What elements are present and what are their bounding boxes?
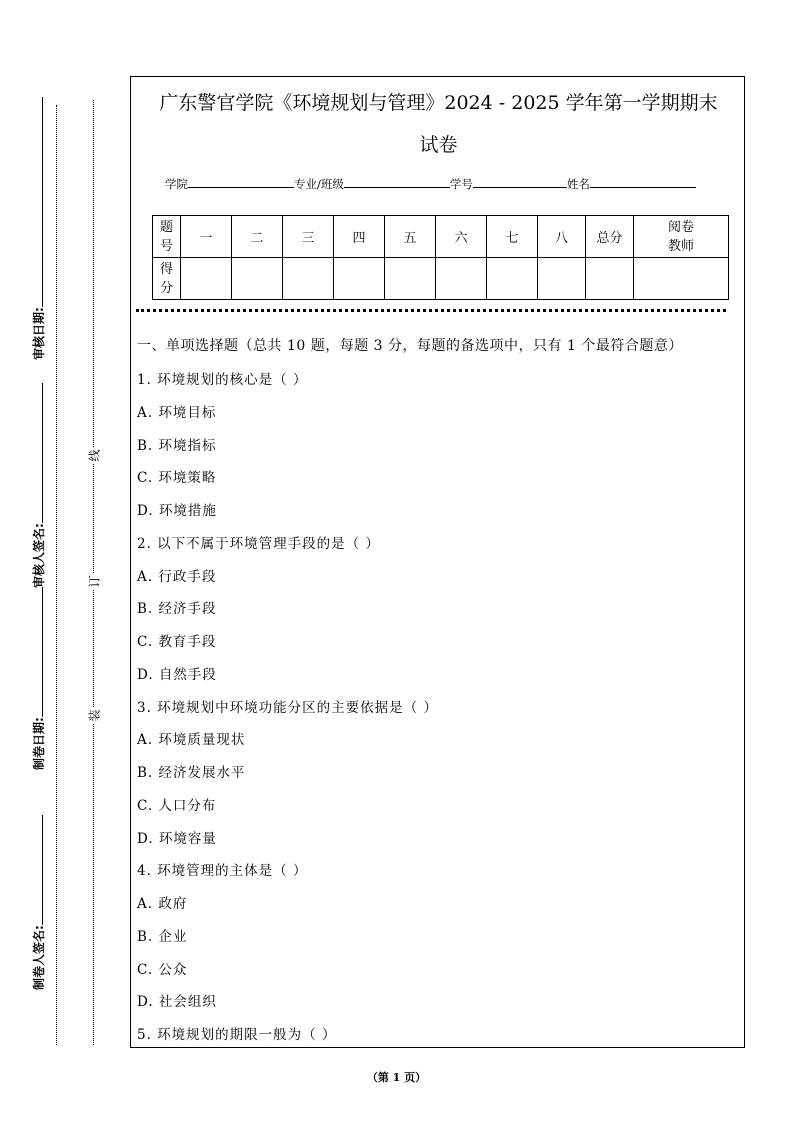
question-option: B. 环境指标 (137, 437, 217, 454)
score-col-total: 总分 (586, 216, 634, 258)
bind-char: 订 (87, 575, 102, 588)
question-option: D. 自然手段 (137, 666, 217, 683)
student-id-field[interactable] (473, 175, 567, 188)
student-id-label: 学号 (449, 177, 473, 191)
major-field[interactable] (344, 175, 450, 188)
question-option: C. 公众 (137, 961, 188, 978)
college-field[interactable] (188, 175, 294, 188)
score-col-6: 六 (436, 216, 487, 258)
review-date-label: 审核日期: (30, 97, 47, 360)
major-label: 专业/班级 (294, 177, 344, 191)
make-date-label: 制卷日期: (30, 587, 47, 770)
score-cell[interactable] (232, 258, 283, 300)
question-no-header: 题 号 (153, 216, 181, 258)
score-row-header: 得 分 (153, 258, 181, 300)
score-col-3: 三 (283, 216, 334, 258)
college-label: 学院 (165, 177, 188, 191)
question-option: C. 教育手段 (137, 634, 217, 650)
question-option: C. 环境策略 (137, 470, 217, 487)
question-option: A. 政府 (137, 896, 188, 912)
name-field[interactable] (590, 175, 696, 188)
line-char: 线 (87, 449, 102, 462)
score-cell[interactable] (385, 258, 436, 300)
score-cell[interactable] (487, 258, 538, 300)
reviewer-header: 阅卷 教师 (634, 216, 729, 258)
score-col-1: 一 (181, 216, 232, 258)
page-title: 广东警官学院《环境规划与管理》2024 - 2025 学年第一学期期末 (159, 92, 718, 114)
question-stem: 1. 环境规划的核心是（ ） (137, 372, 308, 388)
score-col-2: 二 (232, 216, 283, 258)
score-col-8: 八 (538, 216, 586, 258)
outer-dotted-line (56, 105, 57, 1045)
score-cell[interactable] (538, 258, 586, 300)
score-col-4: 四 (334, 216, 385, 258)
page-footer: （第 1 页） (366, 1071, 427, 1084)
question-option: D. 环境措施 (137, 503, 217, 519)
question-stem: 3. 环境规划中环境功能分区的主要依据是（ ） (137, 699, 438, 716)
score-cell[interactable] (334, 258, 385, 300)
reviewer-cell[interactable] (634, 258, 729, 300)
question-option: D. 环境容量 (137, 830, 217, 847)
seal-char: 装 (87, 709, 102, 722)
question-option: D. 社会组织 (137, 994, 217, 1011)
question-option: B. 经济手段 (137, 601, 217, 618)
question-option: B. 企业 (137, 928, 188, 945)
dotted-separator (136, 309, 726, 312)
question-option: A. 行政手段 (137, 568, 217, 585)
page-subtitle: 试卷 (419, 134, 458, 156)
score-cell[interactable] (586, 258, 634, 300)
score-cell[interactable] (436, 258, 487, 300)
name-label: 姓名 (566, 177, 590, 191)
question-stem: 5. 环境规划的期限一般为（ ） (137, 1027, 337, 1043)
student-info-row (165, 175, 696, 192)
score-table (152, 215, 729, 300)
question-option: A. 环境目标 (137, 404, 217, 421)
section-heading: 一、单项选择题（总共 10 题，每题 3 分，每题的备选项中，只有 1 个最符合题意） (137, 338, 683, 354)
question-option: A. 环境质量现状 (137, 732, 246, 749)
score-col-5: 五 (385, 216, 436, 258)
question-stem: 2. 以下不属于环境管理手段的是（ ） (137, 535, 380, 552)
question-stem: 4. 环境管理的主体是（ ） (137, 863, 308, 880)
question-option: C. 人口分布 (137, 797, 217, 814)
exam-frame (130, 76, 745, 1048)
score-cell[interactable] (283, 258, 334, 300)
question-option: B. 经济发展水平 (137, 765, 246, 781)
reviewer-sign-label: 审核人签名: (30, 383, 47, 588)
score-col-7: 七 (487, 216, 538, 258)
score-cell[interactable] (181, 258, 232, 300)
maker-sign-label: 制卷人签名: (30, 815, 47, 990)
